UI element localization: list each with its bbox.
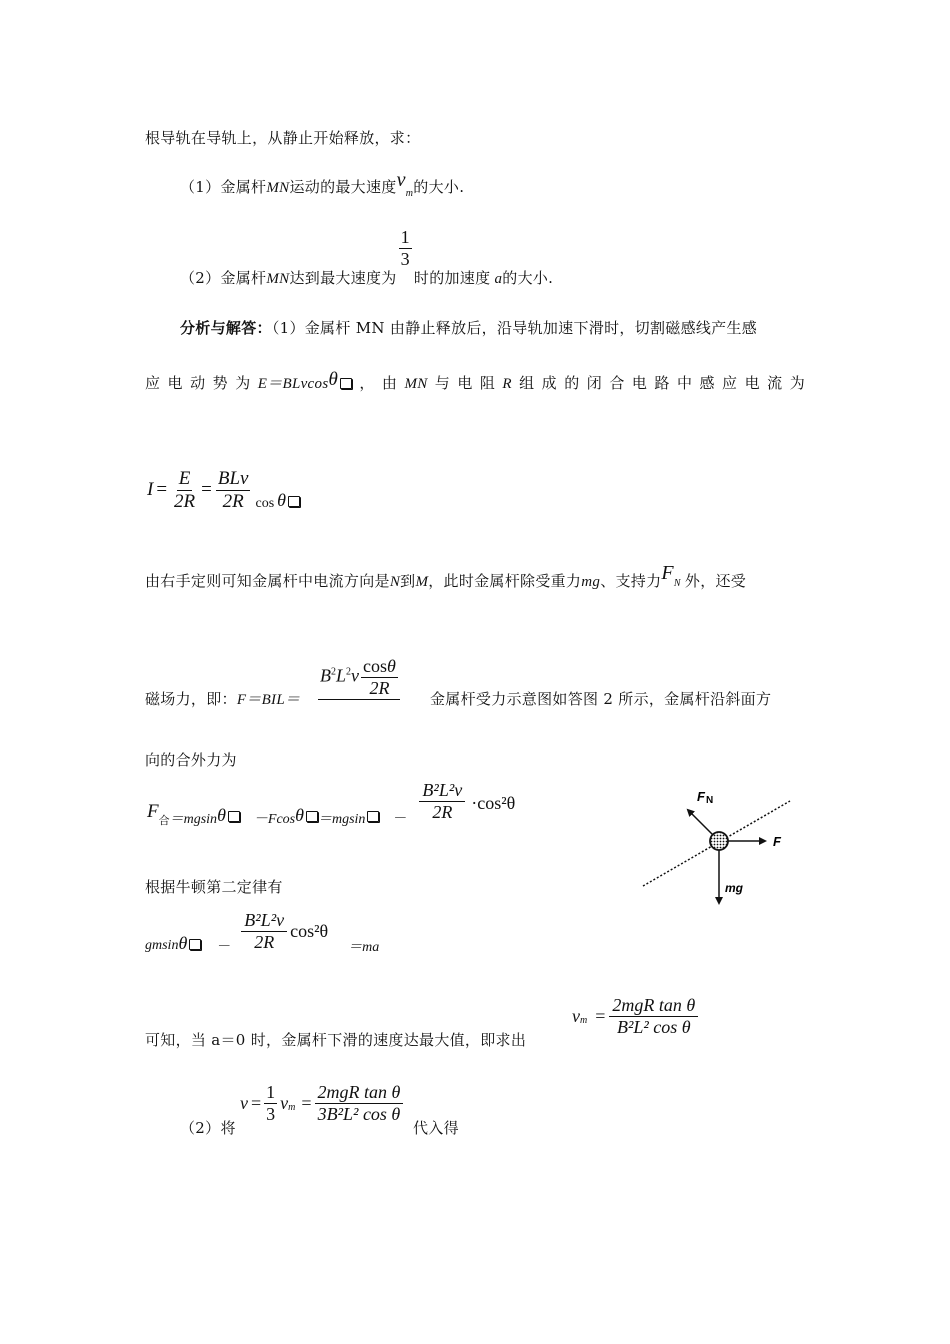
char: 电 bbox=[167, 374, 183, 392]
vm-fraction bbox=[609, 995, 698, 1038]
sym: v bbox=[351, 665, 360, 686]
q1-suffix: 的大小. bbox=[413, 178, 465, 196]
newton-num: B²L²v bbox=[241, 910, 287, 932]
equals: = bbox=[595, 1006, 606, 1026]
equals: = bbox=[251, 1093, 262, 1113]
sym: L bbox=[336, 665, 347, 686]
current-fraction-1 bbox=[172, 468, 197, 513]
char: MN bbox=[404, 376, 428, 392]
part2-prefix: （2）将 bbox=[180, 1119, 236, 1137]
direction-fn: F bbox=[661, 562, 674, 584]
fn-label: F bbox=[697, 789, 705, 804]
analysis-line-1 bbox=[180, 317, 757, 338]
net-tail: ·cos²θ bbox=[471, 793, 516, 813]
part2-den: 3B²L² cos θ bbox=[317, 1104, 401, 1124]
char: 组 bbox=[519, 374, 535, 392]
fn-sub-label: N bbox=[706, 795, 714, 806]
char: 电 bbox=[744, 374, 760, 392]
box-glyph bbox=[306, 811, 318, 822]
q1-var: v bbox=[396, 169, 406, 191]
newton-fraction bbox=[241, 910, 287, 953]
newton-tail: cos²θ bbox=[290, 921, 329, 941]
char: 应 bbox=[722, 374, 738, 392]
current-equation bbox=[147, 468, 300, 513]
frac-num: BLv bbox=[217, 468, 249, 489]
q2-fraction bbox=[399, 227, 412, 269]
char: 感 bbox=[699, 374, 715, 392]
net-eq2: ＝mgsin bbox=[317, 811, 366, 827]
char: 与 bbox=[434, 374, 451, 392]
equals: = bbox=[301, 1093, 312, 1113]
net-force-equation bbox=[147, 780, 516, 833]
char: 的 bbox=[564, 374, 580, 392]
box-glyph bbox=[288, 496, 300, 507]
char: 阻 bbox=[479, 374, 496, 392]
char: 成 bbox=[541, 374, 557, 392]
direction-text-3: 、支持力 bbox=[600, 572, 662, 590]
magnetic-text-left bbox=[145, 688, 300, 709]
direction-n: N bbox=[389, 574, 401, 590]
equals: = bbox=[156, 479, 168, 501]
vm-den: B²L² cos θ bbox=[616, 1017, 691, 1037]
direction-to: 到 bbox=[400, 572, 416, 590]
char: 电 bbox=[457, 374, 473, 392]
direction-text-1: 由右手定则可知金属杆中电流方向是 bbox=[145, 572, 390, 590]
newton-label: 根据牛顿第二定律有 bbox=[145, 878, 283, 896]
net-eq1: ＝mgsin bbox=[169, 811, 218, 827]
frac-den: 2R bbox=[174, 490, 196, 512]
char: R bbox=[502, 376, 512, 392]
newton-theta: θ bbox=[178, 933, 188, 953]
char: 流 bbox=[767, 374, 783, 392]
net-den: 2R bbox=[432, 802, 453, 822]
magnetic-text-2: 金属杆受力示意图如答图 2 所示，金属杆沿斜面方 bbox=[430, 690, 772, 708]
char: 路 bbox=[654, 374, 670, 392]
q2-mn: MN bbox=[266, 271, 290, 288]
net-minus1: －Fcos bbox=[253, 811, 296, 827]
net-minus2: － bbox=[393, 811, 408, 827]
question-1 bbox=[180, 169, 465, 199]
analysis-heading: 分析与解答： bbox=[180, 319, 272, 337]
third-num: 1 bbox=[266, 1082, 276, 1102]
direction-text-2: ，此时金属杆除受重力 bbox=[428, 572, 582, 590]
q1-sub: m bbox=[405, 188, 414, 199]
box-glyph bbox=[340, 378, 352, 389]
current-theta: θ bbox=[277, 489, 286, 510]
part2-num: 2mgR tan θ bbox=[315, 1082, 404, 1104]
frac-den: 2R bbox=[222, 490, 244, 512]
part2-vm: v bbox=[280, 1093, 289, 1113]
equals: = bbox=[201, 479, 212, 501]
char: 中 bbox=[676, 374, 693, 392]
vm-sub: m bbox=[580, 1015, 588, 1026]
magnetic-fraction bbox=[318, 656, 400, 700]
part2-equation bbox=[240, 1082, 403, 1125]
q2-var: a bbox=[494, 271, 503, 288]
part2-suffix: 代入得 bbox=[413, 1119, 459, 1137]
box-glyph bbox=[228, 811, 240, 822]
part2-third bbox=[264, 1082, 277, 1125]
vm-num: 2mgR tan θ bbox=[609, 995, 698, 1017]
char: 电 bbox=[631, 374, 648, 392]
emf-text: E＝BLvcos bbox=[257, 376, 329, 392]
f-label: F bbox=[773, 834, 781, 849]
frac-num: E bbox=[178, 468, 191, 489]
third-den: 3 bbox=[266, 1104, 276, 1124]
direction-mg: mg bbox=[581, 574, 601, 590]
force-diagram bbox=[635, 780, 805, 910]
mg-label: mg bbox=[725, 881, 743, 895]
char: 闭 bbox=[586, 374, 603, 392]
magnetic-text-1: 磁场力，即： bbox=[145, 690, 237, 708]
net-theta-1: θ bbox=[217, 805, 226, 825]
net-force-label: 向的合外力为 bbox=[145, 751, 237, 769]
vm-lhs: v bbox=[572, 1006, 580, 1026]
box-glyph bbox=[367, 811, 379, 822]
q2-prefix: （2）金属杆 bbox=[180, 269, 267, 288]
part2-fraction bbox=[315, 1082, 404, 1125]
box-glyph bbox=[189, 939, 201, 950]
char: ， bbox=[359, 374, 375, 392]
conclusion-text: 可知，当 a＝0 时，金属杆下滑的速度达最大值，即求出 bbox=[145, 1031, 527, 1049]
char: 势 bbox=[212, 374, 228, 392]
current-lhs: I bbox=[147, 479, 154, 501]
question-2 bbox=[180, 227, 554, 288]
char: 合 bbox=[609, 374, 625, 392]
q2-mid: 达到最大速度为 bbox=[289, 269, 397, 288]
emf-expression bbox=[257, 369, 352, 394]
char: 由 bbox=[381, 374, 398, 392]
net-fraction bbox=[419, 780, 465, 823]
analysis-line-2 bbox=[145, 369, 805, 394]
newton-minus: － bbox=[217, 939, 232, 955]
q2-den: 3 bbox=[400, 248, 410, 269]
q2-suffix: 时的加速度 bbox=[413, 269, 491, 288]
direction-fn-sub: N bbox=[673, 578, 681, 589]
magnetic-cos: cos bbox=[363, 656, 388, 676]
q2-num: 1 bbox=[400, 227, 410, 247]
direction-text-4: 外，还受 bbox=[684, 572, 747, 590]
current-cos: cos bbox=[255, 496, 275, 512]
q1-prefix: （1）金属杆 bbox=[180, 178, 267, 196]
newton-den: 2R bbox=[254, 932, 275, 952]
intro-text: 根导轨在导轨上，从静止开始释放，求： bbox=[145, 129, 421, 147]
current-fraction-2 bbox=[216, 468, 251, 513]
direction-m: M bbox=[415, 574, 429, 590]
net-theta-2: θ bbox=[295, 805, 304, 825]
analysis-line1: （1）金属杆 MN 由静止释放后，沿导轨加速下滑时，切割磁感线产生感 bbox=[271, 319, 758, 337]
emf-theta: θ bbox=[328, 369, 339, 390]
magnetic-eq: F＝BIL＝ bbox=[236, 692, 301, 708]
magnetic-den: 2R bbox=[369, 678, 390, 698]
net-f: F bbox=[147, 800, 159, 822]
q2-end: 的大小. bbox=[502, 269, 554, 288]
q1-mn: MN bbox=[266, 180, 290, 196]
magnetic-theta: θ bbox=[387, 656, 396, 676]
char: 应 bbox=[145, 374, 161, 392]
char: 为 bbox=[789, 374, 805, 392]
newton-lhs: gmsin bbox=[145, 937, 179, 953]
magnetic-num: $B^2L^2v$ $\frac{\cos\theta}{2R}$ bbox=[318, 656, 400, 700]
sym: B bbox=[320, 665, 331, 686]
net-num: B²L²v bbox=[419, 780, 465, 802]
part2-vm-sub: m bbox=[288, 1102, 296, 1113]
net-sub: 合 bbox=[158, 814, 170, 827]
newton-eq: ＝ma bbox=[348, 939, 380, 955]
char: 为 bbox=[235, 374, 251, 392]
char: 动 bbox=[190, 374, 206, 392]
newton-equation bbox=[145, 910, 379, 953]
q1-mid: 运动的最大速度 bbox=[289, 178, 397, 196]
rod-cross-section bbox=[710, 832, 728, 850]
part2-lhs: v bbox=[240, 1093, 248, 1113]
direction-line bbox=[145, 562, 747, 593]
vm-equation bbox=[572, 995, 698, 1038]
